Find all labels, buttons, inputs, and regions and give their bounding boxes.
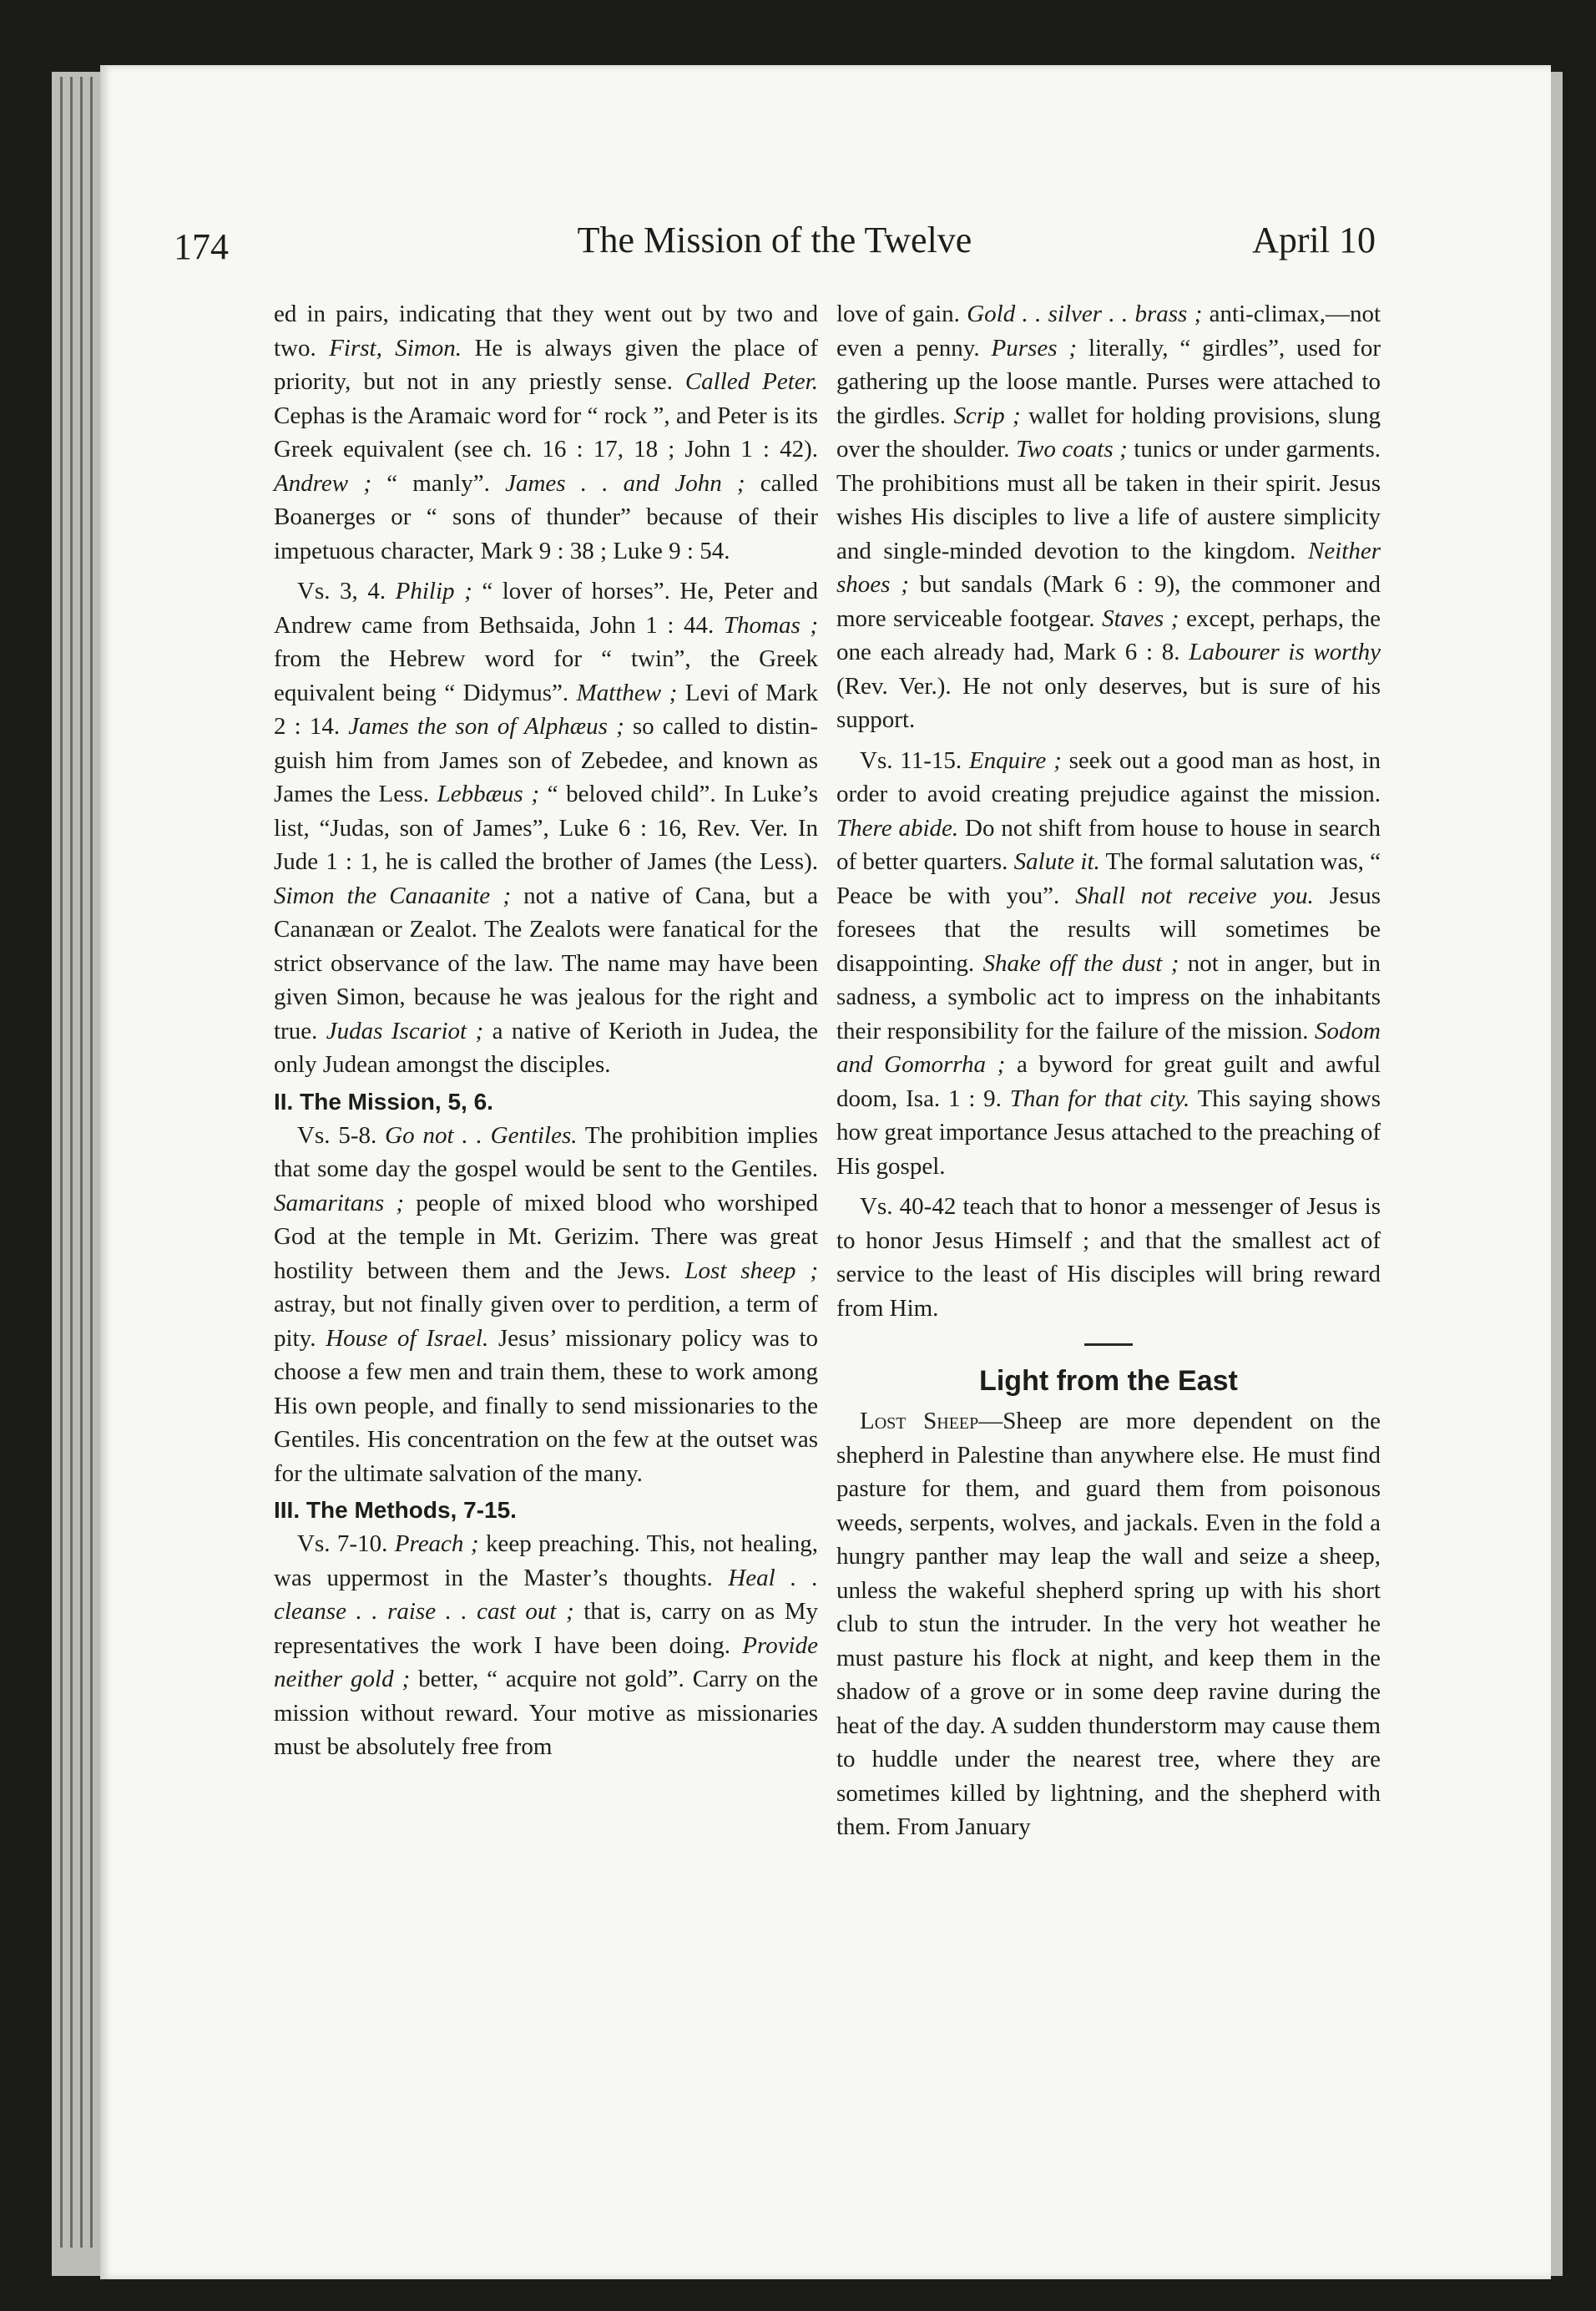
left-column xyxy=(274,297,818,1764)
section-heading: II. The Mission, 5, 6. xyxy=(274,1088,493,1115)
page-edge-line xyxy=(90,77,93,2248)
paragraph: Vs. 11-15. Enquire ; seek out a good man as host, in order to avoid creating prejudice against the mission. There abide. Do not shift from house to house in search of better quarters. Salute it. The formal salutation was, “ Peace be with you”. Shall not receive you. Jesus foresees that the results will sometimes be disappointing. Shake off the dust ; not in anger, but in sadness, a symbolic act to impress on the inhabitants their responsibility for the failure of the mission. Sodom and Gomorrha ; a byword for great guilt and awful doom, Isa. 1 : 9. Than for that city. This saying shows how great importance Jesus attached to the preaching of His gospel. xyxy=(836,746,1381,1180)
sub-heading: Light from the East xyxy=(979,1365,1238,1397)
paragraph: Vs. 7-10. Preach ; keep preaching. This, not healing, was uppermost in the Master’s thoughts. Heal . . cleanse . . raise . . cast out ; that is, carry on as My representatives the work I have been doing. Provide neither gold ; better, “ acquire not gold”. Carry on the mission without reward. Your motive as missionaries must be absolutely free from xyxy=(274,1530,818,1760)
page-edge-line xyxy=(80,77,83,2248)
paragraph: love of gain. Gold . . silver . . brass ; anti-climax,—not even a penny. Purses ; literally, “ girdles”, used for gathering up the loose mantle. Purses were attached to the girdles. Scrip ; wallet for holding provisions, slung over the shoulder. Two coats ; tunics or under garments. The prohibitions must all be taken in their spirit. Jesus wishes His disciples to live a life of austere simplicity and single-minded devotion to the kingdom. Neither shoes ; but sandals (Mark 6 : 9), the commoner and more serviceable footgear. Staves ; except, perhaps, the one each already had, Mark 6 : 8. Labourer is worthy (Rev. Ver.). He not only deserves, but is sure of his support. xyxy=(836,301,1381,733)
paragraph: Vs. 3, 4. Philip ; “ lover of horses”. He, Peter and Andrew came from Bethsaida, John 1 : 44. Thomas ; from the Hebrew word for “ twin”, the Greek equivalent being “ Didymus”. Matthew ; Levi of Mark 2 : 14. James the son of Alphæus ; so called to distinguish him from James son of Zebedee, and known as James the Less. Lebbæus ; “ beloved child”. In Luke’s list, “Judas, son of James”, Luke 6 : 16, Rev. Ver. In Jude 1 : 1, he is called the brother of James (the Less). Simon the Canaanite ; not a native of Cana, but a Cananæan or Zealot. The Zealots were fanatical for the strict observance of the law. The name may have been given Simon, because he was jealous for the right and true. Judas Iscariot ; a native of Kerioth in Judea, the only Judean amongst the disciples. xyxy=(274,578,819,1078)
run-in-title: Lost Sheep xyxy=(860,1408,979,1434)
page-number: 174 xyxy=(174,226,229,267)
section-heading: III. The Methods, 7-15. xyxy=(274,1497,517,1523)
issue-date: April 10 xyxy=(1252,220,1376,260)
section-divider xyxy=(1084,1343,1133,1346)
paragraph: Vs. 5-8. Go not . . Gentiles. The prohibition implies that some day the gospel would be sent to the Gentiles. Samaritans ; people of mixed blood who worshiped God at the temple in Mt. Gerizim. There was great hostility between them and the Jews. Lost sheep ; astray, but not finally given over to perdition, a term of pity. House of Israel. Jesus’ missionary policy was to choose a few men and train them, these to work among His own people, and finally to send missionaries to the Gentiles. His concentration on the few at the outset was for the ultimate salvation of the many. xyxy=(274,1121,818,1487)
right-column xyxy=(836,297,1381,1844)
paragraph: Vs. 40-42 teach that to honor a messenger of Jesus is to honor Jesus Himself ; and that the smallest act of service to the least of His disciples will bring reward from Him. xyxy=(836,1193,1381,1322)
page-edge-line xyxy=(70,77,73,2248)
paragraph: ed in pairs, indicating that they went out by two and two. First, Simon. He is always given the place of priority, but not in any priestly sense. Called Peter. Cephas is the Aramaic word for “ rock ”, and Peter is its Greek equivalent (see ch. 16 : 17, 18 ; John 1 : 42). Andrew ; “ manly”. James . . and John ; called Boanerges or “ sons of thunder” because of their impetuous character, Mark 9 : 38 ; Luke 9 : 54. xyxy=(274,301,819,564)
paragraph: Lost Sheep—Sheep are more dependent on the shepherd in Palestine than anywhere else. He must find pasture for them, and guard them from poisonous weeds, serpents, wolves, and jackals. Even in the fold a hungry panther may leap the wall and seize a sheep, unless the wakeful shepherd spring up with his short club to stun the intruder. In the very hot weather he must pasture his flock at night, and keep them in the shadow of a grove or in some deep ravine during the heat of the day. A sudden thunderstorm may cause them to huddle under the nearest tree, where they are sometimes killed by lightning, and the shepherd with them. From January xyxy=(836,1408,1381,1840)
running-header xyxy=(174,219,1376,277)
running-title: The Mission of the Twelve xyxy=(577,220,972,260)
page-edge-line xyxy=(60,77,63,2248)
